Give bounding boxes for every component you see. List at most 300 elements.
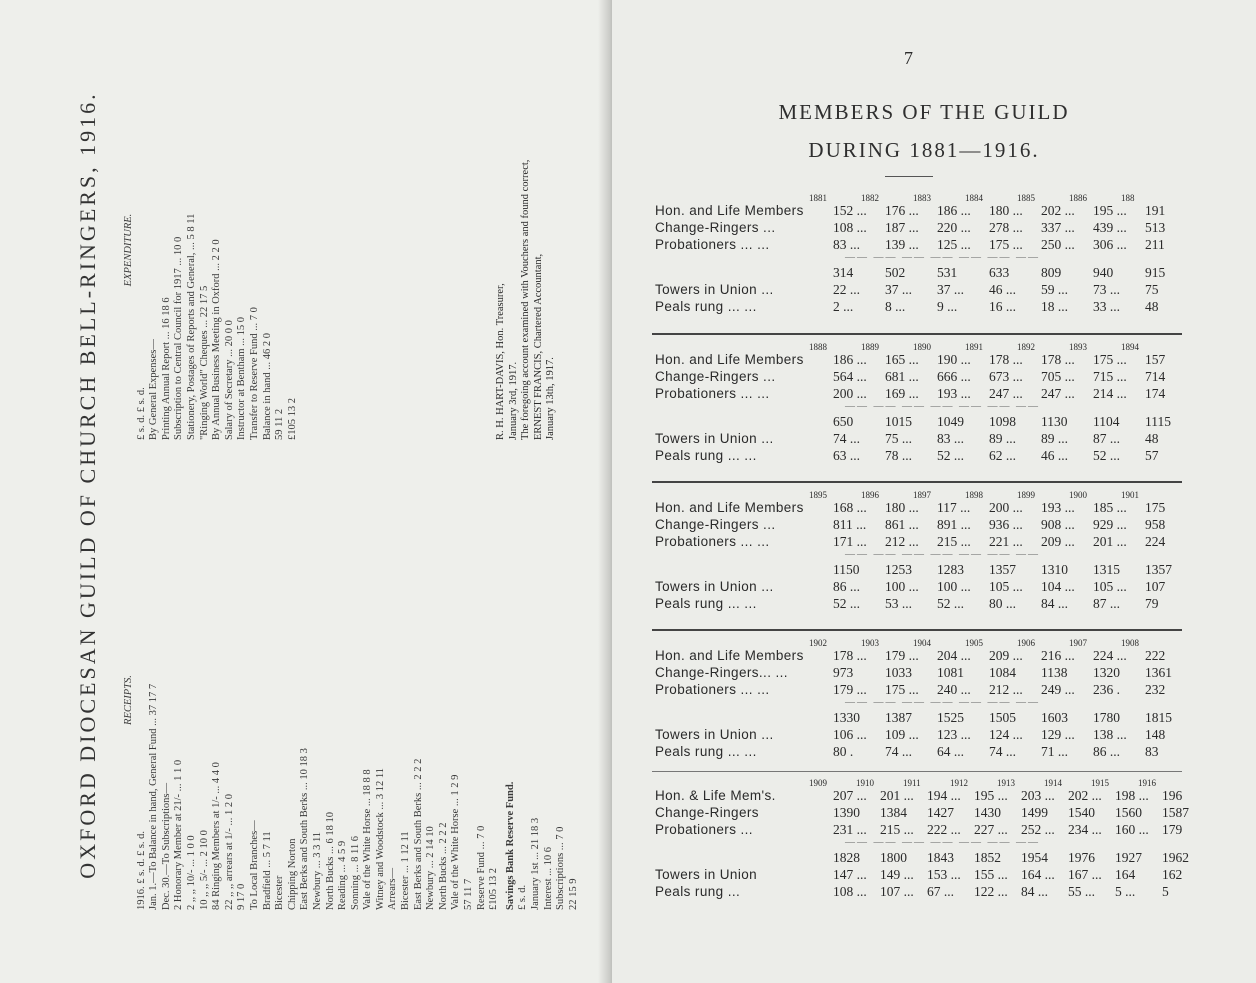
year-label: 188: [1121, 193, 1135, 203]
receipt-line: Newbury ... 3 3 11: [311, 831, 323, 910]
year-label: 1904: [913, 638, 931, 648]
cell-value: 1104: [1093, 414, 1120, 429]
account-title: OXFORD DIOCESAN GUILD OF CHURCH BELL-RINGERS, 1916.: [75, 91, 100, 879]
cell-value: 1130: [1041, 414, 1068, 429]
cell-value: 62 ...: [989, 448, 1016, 463]
cell-value: 212 ...: [885, 534, 919, 549]
right-page: [612, 0, 1256, 983]
towers-row: [655, 867, 1209, 883]
cell-value: 125 ...: [937, 237, 971, 252]
cell-value: 83 ...: [833, 237, 860, 252]
row-label: Peals rung ... ...: [655, 299, 757, 314]
receipt-line: 1916. £ s. d. £ s. d.: [135, 830, 147, 910]
cell-value: 673 ...: [989, 369, 1023, 384]
cell-value: 195 ...: [1093, 203, 1127, 218]
cell-value: 861 ...: [885, 517, 919, 532]
signature-line: January 3rd, 1917.: [507, 361, 519, 440]
cell-value: 200 ...: [989, 500, 1023, 515]
cell-value: 1330: [833, 710, 860, 725]
cell-value: 202 ...: [1068, 788, 1102, 803]
cell-value: 1150: [833, 562, 860, 577]
towers-row: [655, 579, 1197, 595]
expenditure-line: Salary of Secretary ... 20 0 0: [223, 320, 235, 440]
cell-value: 138 ...: [1093, 727, 1127, 742]
cell-value: 87 ...: [1093, 596, 1120, 611]
signature-line: ERNEST FRANCIS, Chartered Accountant,: [532, 253, 544, 440]
year-label: 1912: [950, 778, 968, 788]
cell-value: 48: [1145, 431, 1159, 446]
receipt-line: To Local Branches—: [248, 820, 260, 910]
cell-value: 1390: [833, 805, 860, 820]
cell-value: 1587: [1162, 805, 1189, 820]
expenditure-line: By General Expenses—: [148, 339, 160, 440]
member-row: [655, 534, 1197, 550]
cell-value: 109 ...: [885, 727, 919, 742]
total-row: [655, 265, 1197, 281]
cell-value: 190 ...: [937, 352, 971, 367]
cell-value: 1499: [1021, 805, 1048, 820]
cell-value: 200 ...: [833, 386, 867, 401]
year-label: 1915: [1091, 778, 1109, 788]
row-label: Towers in Union ...: [655, 727, 774, 742]
cell-value: 681 ...: [885, 369, 919, 384]
cell-value: 165 ...: [885, 352, 919, 367]
cell-value: 164 ...: [1021, 867, 1055, 882]
peals-row: [655, 448, 1197, 464]
cell-value: 185 ...: [1093, 500, 1127, 515]
total-row: [655, 850, 1209, 866]
cell-value: 1310: [1041, 562, 1068, 577]
cell-value: 1976: [1068, 850, 1095, 865]
peals-row: [655, 744, 1197, 760]
page-number: 7: [904, 48, 913, 68]
expenditure-line: Subscription to Central Council for 1917 ... 10 0: [173, 236, 185, 440]
expenditure-line: Balance in hand ... 46 2 0: [261, 332, 273, 440]
year-label: 1911: [903, 778, 921, 788]
rotated-account-sheet: [75, 60, 579, 910]
receipt-line: East Berks and South Berks ... 2 2 2: [412, 758, 424, 910]
cell-value: 194 ...: [927, 788, 961, 803]
cell-value: 80 .: [833, 744, 854, 759]
receipt-line: £105 13 2: [488, 868, 500, 910]
cell-value: 195 ...: [974, 788, 1008, 803]
cell-value: 1138: [1041, 665, 1068, 680]
row-label: Hon. and Life Members: [655, 500, 804, 515]
cell-value: 117 ...: [937, 500, 971, 515]
cell-value: 214 ...: [1093, 386, 1127, 401]
towers-row: [655, 727, 1197, 743]
cell-value: 52 ...: [833, 596, 860, 611]
expenditure-column: [123, 60, 299, 440]
member-row: [655, 665, 1197, 681]
cell-value: 1357: [1145, 562, 1172, 577]
block-divider: [652, 481, 1182, 483]
receipt-line: 22 ,, ,, arrears at 1/- ... 1 2 0: [223, 793, 235, 910]
year-label: 1893: [1069, 342, 1087, 352]
reserve-line: Interest ... 10 6: [542, 847, 554, 910]
cell-value: 8 ...: [885, 299, 906, 314]
receipt-line: 10 ,, ,, 5/- ... 2 10 0: [198, 830, 210, 910]
year-label: 1906: [1017, 638, 1035, 648]
cell-value: 107 ...: [880, 884, 914, 899]
expenditure-line: Instructor at Bentham ... 15 0: [236, 316, 248, 440]
cell-value: 74 ...: [885, 744, 912, 759]
year-label: 1882: [861, 193, 879, 203]
member-row: [655, 517, 1197, 533]
cell-value: 1384: [880, 805, 907, 820]
cell-value: 160 ...: [1115, 822, 1149, 837]
peals-row: [655, 596, 1197, 612]
year-label: 1886: [1069, 193, 1087, 203]
cell-value: 75: [1145, 282, 1159, 297]
cell-value: 1361: [1145, 665, 1172, 680]
cell-value: 106 ...: [833, 727, 867, 742]
cell-value: 1283: [937, 562, 964, 577]
cell-value: 247 ...: [989, 386, 1023, 401]
cell-value: 83: [1145, 744, 1159, 759]
cell-value: 22 ...: [833, 282, 860, 297]
towers-row: [655, 431, 1197, 447]
cell-value: 48: [1145, 299, 1159, 314]
member-row: [655, 369, 1197, 385]
expenditure-heading: EXPENDITURE.: [123, 213, 134, 287]
cell-value: 152 ...: [833, 203, 867, 218]
cell-value: 1253: [885, 562, 912, 577]
cell-value: 1115: [1145, 414, 1171, 429]
cell-value: 52 ...: [1093, 448, 1120, 463]
cell-value: 211: [1145, 237, 1165, 252]
block-divider: [652, 629, 1182, 631]
cell-value: 936 ...: [989, 517, 1023, 532]
cell-value: 179 ...: [885, 648, 919, 663]
row-label: Towers in Union: [655, 867, 758, 882]
cell-value: 314: [833, 265, 854, 280]
year-label: 1888: [809, 342, 827, 352]
cell-value: 236 .: [1093, 682, 1120, 697]
cell-value: 169 ...: [885, 386, 919, 401]
cell-value: 74 ...: [989, 744, 1016, 759]
cell-value: 201 ...: [1093, 534, 1127, 549]
cell-value: 37 ...: [937, 282, 964, 297]
cell-value: 179: [1162, 822, 1183, 837]
row-label: Towers in Union ...: [655, 431, 774, 446]
cell-value: 1843: [927, 850, 954, 865]
receipt-line: Bicester: [274, 875, 286, 910]
row-label: Peals rung ... ...: [655, 448, 757, 463]
cell-value: 1800: [880, 850, 907, 865]
receipt-line: Bicester ... 1 12 11: [400, 831, 412, 910]
cell-value: 439 ...: [1093, 220, 1127, 235]
receipt-line: 84 Ringing Members at 1/- ... 4 4 0: [211, 762, 223, 910]
cell-value: 231 ...: [833, 822, 867, 837]
cell-value: 186 ...: [833, 352, 867, 367]
cell-value: 84 ...: [1021, 884, 1048, 899]
subtotal-rule: —— —— —— —— —— —— ——: [845, 697, 1040, 708]
member-row: [655, 682, 1197, 698]
cell-value: 193 ...: [937, 386, 971, 401]
cell-value: 9 ...: [937, 299, 958, 314]
year-label: 1885: [1017, 193, 1035, 203]
row-label: Probationers ... ...: [655, 237, 770, 252]
cell-value: 666 ...: [937, 369, 971, 384]
cell-value: 714: [1145, 369, 1166, 384]
year-header: [809, 778, 1185, 788]
cell-value: 1098: [989, 414, 1016, 429]
row-label: Probationers ... ...: [655, 386, 770, 401]
year-label: 1895: [809, 490, 827, 500]
year-label: 1903: [861, 638, 879, 648]
year-label: 1881: [809, 193, 827, 203]
cell-value: 108 ...: [833, 884, 867, 899]
cell-value: 1954: [1021, 850, 1048, 865]
cell-value: 175 ...: [885, 682, 919, 697]
expenditure-line: £ s. d. £ s. d.: [135, 387, 147, 440]
cell-value: 59 ...: [1041, 282, 1068, 297]
cell-value: 139 ...: [885, 237, 919, 252]
year-label: 1897: [913, 490, 931, 500]
row-label: Towers in Union ...: [655, 282, 774, 297]
cell-value: 908 ...: [1041, 517, 1075, 532]
cell-value: 180 ...: [885, 500, 919, 515]
year-header: [809, 193, 1173, 203]
cell-value: 1081: [937, 665, 964, 680]
cell-value: 107: [1145, 579, 1166, 594]
cell-value: 149 ...: [880, 867, 914, 882]
cell-value: 1828: [833, 850, 860, 865]
year-label: 1900: [1069, 490, 1087, 500]
cell-value: 167 ...: [1068, 867, 1102, 882]
cell-value: 1387: [885, 710, 912, 725]
cell-value: 929 ...: [1093, 517, 1127, 532]
cell-value: 178 ...: [989, 352, 1023, 367]
cell-value: 1927: [1115, 850, 1142, 865]
cell-value: 174: [1145, 386, 1166, 401]
cell-value: 178 ...: [1041, 352, 1075, 367]
cell-value: 209 ...: [989, 648, 1023, 663]
cell-value: 196: [1162, 788, 1183, 803]
subtotal-rule: —— —— —— —— —— —— ——: [845, 549, 1040, 560]
subtotal-rule: —— —— —— —— —— —— ——: [845, 401, 1040, 412]
receipt-line: Sonning ... 8 11 6: [349, 836, 361, 910]
cell-value: 164: [1115, 867, 1136, 882]
cell-value: 633: [989, 265, 1010, 280]
subtotal-rule: —— —— —— —— —— —— ——: [845, 252, 1040, 263]
cell-value: 222 ...: [927, 822, 961, 837]
receipt-line: Bradfield ... 5 7 11: [261, 831, 273, 910]
cell-value: 74 ...: [833, 431, 860, 446]
year-label: 1883: [913, 193, 931, 203]
expenditure-line: "Ringing World" Cheques ... 22 17 5: [198, 285, 210, 440]
cell-value: 108 ...: [833, 220, 867, 235]
receipt-line: Reading ... 4 5 9: [337, 840, 349, 910]
receipt-line: Arrears—: [387, 868, 399, 910]
expenditure-line: Transfer to Reserve Fund ... 7 0: [248, 307, 260, 440]
year-label: 1896: [861, 490, 879, 500]
cell-value: 198 ...: [1115, 788, 1149, 803]
signature-line: The foregoing account examined with Vouchers and found correct,: [520, 159, 532, 440]
year-header: [809, 638, 1173, 648]
signature-line: January 13th, 1917.: [545, 357, 557, 440]
cell-value: 84 ...: [1041, 596, 1068, 611]
cell-value: 531: [937, 265, 958, 280]
auditor-signature: [495, 60, 558, 440]
cell-value: 891 ...: [937, 517, 971, 532]
cell-value: 940: [1093, 265, 1114, 280]
cell-value: 123 ...: [937, 727, 971, 742]
cell-value: 221 ...: [989, 534, 1023, 549]
cell-value: 191: [1145, 203, 1166, 218]
year-label: 1892: [1017, 342, 1035, 352]
cell-value: 247 ...: [1041, 386, 1075, 401]
cell-value: 52 ...: [937, 596, 964, 611]
year-label: 1907: [1069, 638, 1087, 648]
cell-value: 232: [1145, 682, 1166, 697]
peals-row: [655, 299, 1197, 315]
subtotal-rule: —— —— —— —— —— —— ——: [845, 837, 1040, 848]
member-row: [655, 386, 1197, 402]
cell-value: 171 ...: [833, 534, 867, 549]
cell-value: 153 ...: [927, 867, 961, 882]
cell-value: 18 ...: [1041, 299, 1068, 314]
peals-row: [655, 884, 1209, 900]
cell-value: 52 ...: [937, 448, 964, 463]
cell-value: 1357: [989, 562, 1016, 577]
year-label: 1909: [809, 778, 827, 788]
cell-value: 162: [1162, 867, 1183, 882]
page-title-line-1: MEMBERS OF THE GUILD: [778, 100, 1070, 124]
receipt-line: Chipping Norton: [286, 838, 298, 910]
cell-value: 33 ...: [1093, 299, 1120, 314]
receipt-line: 2 Honorary Member at 21/- ... 1 1 0: [173, 759, 185, 910]
cell-value: 73 ...: [1093, 282, 1120, 297]
cell-value: 46 ...: [1041, 448, 1068, 463]
receipt-line: 57 11 7: [463, 878, 475, 910]
reserve-line: January 1st ... 21 18 3: [530, 817, 541, 910]
block-divider: [652, 771, 1182, 772]
cell-value: 1815: [1145, 710, 1172, 725]
year-header: [809, 490, 1173, 500]
receipt-line: North Bucks ... 2 2 2: [437, 822, 449, 910]
row-label: Probationers ... ...: [655, 682, 770, 697]
cell-value: 193 ...: [1041, 500, 1075, 515]
cell-value: 100 ...: [937, 579, 971, 594]
expenditure-line: 59 11 2: [274, 408, 286, 440]
cell-value: 1315: [1093, 562, 1120, 577]
row-label: Change-Ringers ...: [655, 369, 776, 384]
cell-value: 67 ...: [927, 884, 954, 899]
cell-value: 89 ...: [1041, 431, 1068, 446]
cell-value: 168 ...: [833, 500, 867, 515]
cell-value: 203 ...: [1021, 788, 1055, 803]
cell-value: 71 ...: [1041, 744, 1068, 759]
cell-value: 37 ...: [885, 282, 912, 297]
year-header: [809, 342, 1173, 352]
cell-value: 122 ...: [974, 884, 1008, 899]
year-label: 1884: [965, 193, 983, 203]
year-label: 1913: [997, 778, 1015, 788]
cell-value: 250 ...: [1041, 237, 1075, 252]
member-row: [655, 203, 1197, 219]
cell-value: 1962: [1162, 850, 1189, 865]
cell-value: 811 ...: [833, 517, 867, 532]
cell-value: 209 ...: [1041, 534, 1075, 549]
cell-value: 1049: [937, 414, 964, 429]
cell-value: 973: [833, 665, 854, 680]
cell-value: 513: [1145, 220, 1166, 235]
cell-value: 1505: [989, 710, 1016, 725]
cell-value: 124 ...: [989, 727, 1023, 742]
receipt-line: Reserve Fund ... 7 0: [475, 825, 487, 910]
cell-value: 650: [833, 414, 854, 429]
expenditure-line: Stationery, Postages of Reports and General, ... 5 8 11: [185, 213, 197, 440]
cell-value: 75 ...: [885, 431, 912, 446]
year-label: 1902: [809, 638, 827, 648]
cell-value: 809: [1041, 265, 1062, 280]
year-label: 1914: [1044, 778, 1062, 788]
cell-value: 207 ...: [833, 788, 867, 803]
row-label: Towers in Union ...: [655, 579, 774, 594]
member-row: [655, 648, 1197, 664]
cell-value: 16 ...: [989, 299, 1016, 314]
cell-value: 1033: [885, 665, 912, 680]
member-row: [655, 822, 1209, 838]
cell-value: 63 ...: [833, 448, 860, 463]
receipts-column: [123, 490, 580, 910]
cell-value: 180 ...: [989, 203, 1023, 218]
member-row: [655, 220, 1197, 236]
year-label: 1899: [1017, 490, 1035, 500]
total-row: [655, 710, 1197, 726]
row-label: Probationers ...: [655, 822, 753, 837]
cell-value: 79: [1145, 596, 1159, 611]
cell-value: 249 ...: [1041, 682, 1075, 697]
receipt-line: Vale of the White Horse ... 18 8 8: [362, 769, 374, 910]
cell-value: 202 ...: [1041, 203, 1075, 218]
cell-value: 175 ...: [1093, 352, 1127, 367]
cell-value: 1780: [1093, 710, 1120, 725]
member-row: [655, 352, 1197, 368]
row-label: Hon. and Life Members: [655, 648, 804, 663]
cell-value: 5 ...: [1115, 884, 1136, 899]
receipt-line: East Berks and South Berks ... 10 18 3: [299, 748, 311, 910]
cell-value: 1427: [927, 805, 954, 820]
cell-value: 186 ...: [937, 203, 971, 218]
cell-value: 80 ...: [989, 596, 1016, 611]
cell-value: 147 ...: [833, 867, 867, 882]
cell-value: 306 ...: [1093, 237, 1127, 252]
cell-value: 337 ...: [1041, 220, 1075, 235]
receipt-line: Jan. 1.—To Balance in hand, General Fund ... 37 17 7: [148, 683, 160, 910]
cell-value: 234 ...: [1068, 822, 1102, 837]
cell-value: 57: [1145, 448, 1159, 463]
receipt-line: Newbury ... 2 14 10: [425, 826, 437, 910]
cell-value: 148: [1145, 727, 1166, 742]
cell-value: 100 ...: [885, 579, 919, 594]
cell-value: 175: [1145, 500, 1166, 515]
cell-value: 224: [1145, 534, 1166, 549]
year-label: 1905: [965, 638, 983, 648]
cell-value: 220 ...: [937, 220, 971, 235]
cell-value: 278 ...: [989, 220, 1023, 235]
cell-value: 64 ...: [937, 744, 964, 759]
year-label: 1908: [1121, 638, 1139, 648]
reserve-fund-heading: Savings Bank Reserve Fund.: [504, 781, 516, 910]
cell-value: 157: [1145, 352, 1166, 367]
cell-value: 222: [1145, 648, 1166, 663]
cell-value: 224 ...: [1093, 648, 1127, 663]
reserve-line: 22 15 9: [567, 878, 579, 910]
reserve-line: £ s. d.: [517, 884, 529, 910]
